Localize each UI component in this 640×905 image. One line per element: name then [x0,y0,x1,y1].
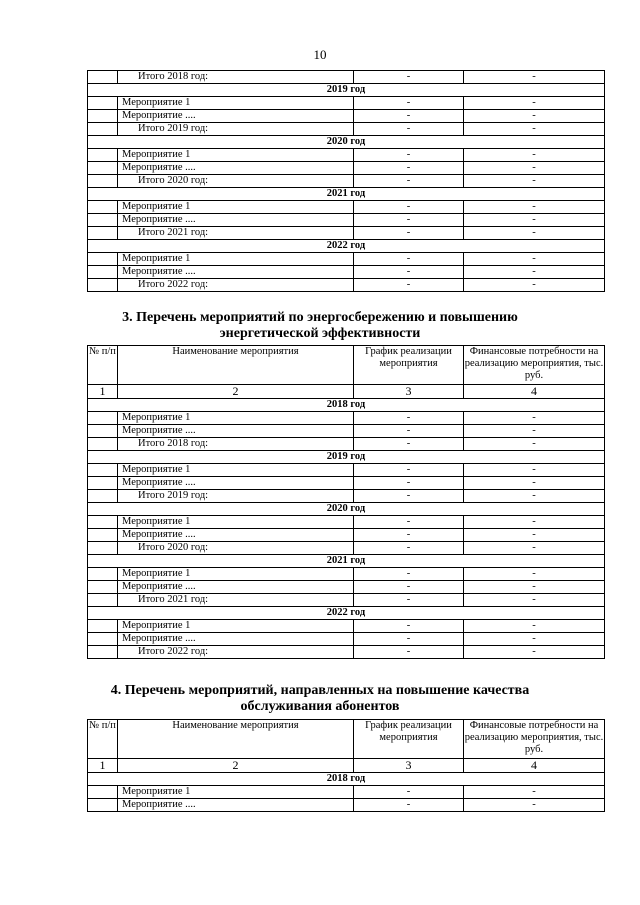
table-row: Мероприятие 1 - - [88,786,605,799]
year-row: 2022 год [88,240,605,253]
header-row: № п/п Наименование мероприятия График реализации мероприятия Финансовые потребности на реализацию мероприятия, тыс. руб. [88,346,605,385]
table-row: Мероприятие 1 - - [88,253,605,266]
year-row: 2020 год [88,503,605,516]
column-numbers-row: 1 2 3 4 [88,759,605,773]
table-row: Мероприятие .... - - [88,633,605,646]
section4-table [87,719,605,812]
year-row: 2022 год [88,607,605,620]
total-label: Итого 2018 год: [118,71,354,84]
page-number: 10 [313,47,327,62]
total-row: Итого 2021 год: - - [88,594,605,607]
year-row: 2018 год [88,773,605,786]
year-row: 2019 год [88,451,605,464]
section3-table [87,345,605,659]
section4-title: 4. Перечень мероприятий, направленных на повышение качества обслуживания абонентов [110,683,530,714]
table-row: Мероприятие .... - - [88,477,605,490]
year-row: 2020 год [88,136,605,149]
table-row: Мероприятие .... - - [88,110,605,123]
table-row: Мероприятие 1 - - [88,516,605,529]
total-row: Итого 2020 год: - - [88,175,605,188]
total-row: Итого 2022 год: - - [88,279,605,292]
table-row: Мероприятие .... - - [88,214,605,227]
total-row: Итого 2018 год: - - [88,438,605,451]
table-row: Мероприятие 1 - - [88,97,605,110]
continuation-table [87,70,605,292]
section3-title: 3. Перечень мероприятий по энергосбережению и повышению энергетической эффективности [122,310,518,341]
total-row: Итого 2022 год: - - [88,646,605,659]
table-row: Мероприятие 1 - - [88,412,605,425]
year-row: 2021 год [88,555,605,568]
total-row: Итого 2021 год: - - [88,227,605,240]
year-row: 2021 год [88,188,605,201]
year-row: 2019 год [88,84,605,97]
table-row: Мероприятие 1 - - [88,149,605,162]
table-row: Мероприятие .... - - [88,529,605,542]
table-row: Мероприятие 1 - - [88,568,605,581]
table-row: Мероприятие .... - - [88,266,605,279]
year-row: 2018 год [88,399,605,412]
total-row: Итого 2019 год: - - [88,490,605,503]
table-row: Мероприятие 1 - - [88,620,605,633]
table-row: Мероприятие 1 - - [88,201,605,214]
table-row: Мероприятие 1 - - [88,464,605,477]
table-row: Мероприятие .... - - [88,425,605,438]
header-row: № п/п Наименование мероприятия График реализации мероприятия Финансовые потребности на реализацию мероприятия, тыс. руб. [88,720,605,759]
total-row: Итого 2020 год: - - [88,542,605,555]
table-row: Мероприятие .... - - [88,162,605,175]
table-row: Мероприятие .... - - [88,581,605,594]
total-row: Итого 2019 год: - - [88,123,605,136]
table-row: Мероприятие .... - - [88,799,605,812]
column-numbers-row: 1 2 3 4 [88,385,605,399]
table-row: Итого 2018 год: - - [88,71,605,84]
